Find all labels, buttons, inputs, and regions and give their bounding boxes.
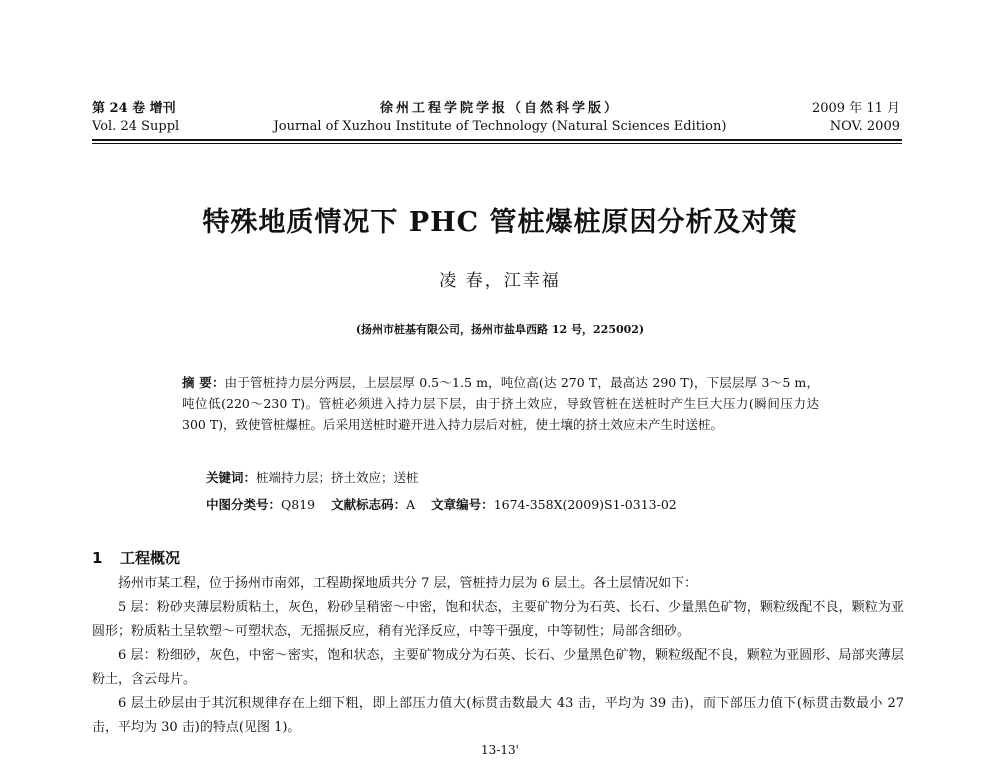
- keywords-label: 关键词：: [206, 470, 257, 485]
- header-rule-thin: [92, 143, 902, 144]
- section-number: 1: [92, 549, 103, 567]
- keywords: [206, 468, 419, 486]
- volume-info: [92, 100, 179, 136]
- doc-code-value: A: [406, 497, 416, 512]
- body-paragraph: 6 层土砂层由于其沉积规律存在上细下粗，即上部压力值大(标贯击数最大 43 击，平均为 39 击)，而下部压力值下(标贯击数最小 27 击，平均为 30 击)的特点(见图 1)。: [92, 696, 904, 735]
- journal-en: Journal of Xuzhou Institute of Technology (Natural Sciences Edition): [273, 119, 727, 134]
- article-number-label: 文章编号：: [431, 497, 494, 512]
- body-paragraph: 5 层：粉砂夹薄层粉质粘土，灰色，粉砂呈稍密～中密，饱和状态，主要矿物分为石英、长石、少量黑色矿物，颗粒级配不良，颗粒为亚圆形；粉质粘土呈软塑～可塑状态，无摇振反应，稍有光泽反应，中等干强度，中等韧性；局部含细砂。: [92, 600, 904, 639]
- section-body: [92, 572, 904, 740]
- authors: 凌 春，江幸福: [439, 271, 561, 291]
- classification-line: [206, 495, 677, 513]
- header-rule-thick: [92, 139, 902, 141]
- affiliation: (扬州市桩基有限公司，扬州市盐阜西路 12 号，225002): [355, 323, 645, 336]
- body-paragraph: 6 层：粉细砂，灰色，中密～密实，饱和状态，主要矿物成分为石英、长石、少量黑色矿物，颗粒级配不良，颗粒为亚圆形、局部夹薄层粉土，含云母片。: [92, 648, 904, 687]
- page-number: 13-13': [481, 743, 519, 757]
- section-heading: [92, 547, 180, 568]
- keywords-text: 桩端持力层；挤土效应；送桩: [256, 470, 419, 485]
- volume-cn: 第 24 卷 增刊: [92, 101, 176, 116]
- volume-en: Vol. 24 Suppl: [92, 119, 180, 134]
- date-en: NOV. 2009: [829, 119, 900, 134]
- journal-name: [250, 100, 750, 136]
- body-paragraph: 扬州市某工程，位于扬州市南郊，工程勘探地质共分 7 层，管桩持力层为 6 层土。各土层情况如下：: [118, 576, 698, 591]
- abstract-text: 由于管桩持力层分两层，上层层厚 0.5～1.5 m，吨位高(达 270 T，最高达 290 T)，下层层厚 3～5 m，吨位低(220～230 T)。管桩必须进入持力层下层，由于挤土效应，导致管桩在送桩时产生巨大压力(瞬间压力达 300 T)，致使管桩爆桩。后采用送桩时避开进入持力层后对桩，使土壤的挤土效应未产生时送桩。: [182, 375, 819, 432]
- journal-cn: 徐州工程学院学报（自然科学版）: [379, 101, 620, 116]
- date-cn: 2009 年 11 月: [811, 101, 900, 116]
- article-number-value: 1674-358X(2009)S1-0313-02: [493, 497, 677, 512]
- section-title: 工程概况: [120, 549, 181, 567]
- abstract: [182, 372, 819, 435]
- clc-value: Q819: [281, 497, 316, 512]
- issue-date: [812, 100, 900, 136]
- clc-label: 中图分类号：: [206, 497, 282, 512]
- abstract-label: 摘 要：: [182, 375, 225, 390]
- article-title: 特殊地质情况下 PHC 管桩爆桩原因分析及对策: [202, 207, 798, 238]
- doc-code-label: 文献标志码：: [331, 497, 407, 512]
